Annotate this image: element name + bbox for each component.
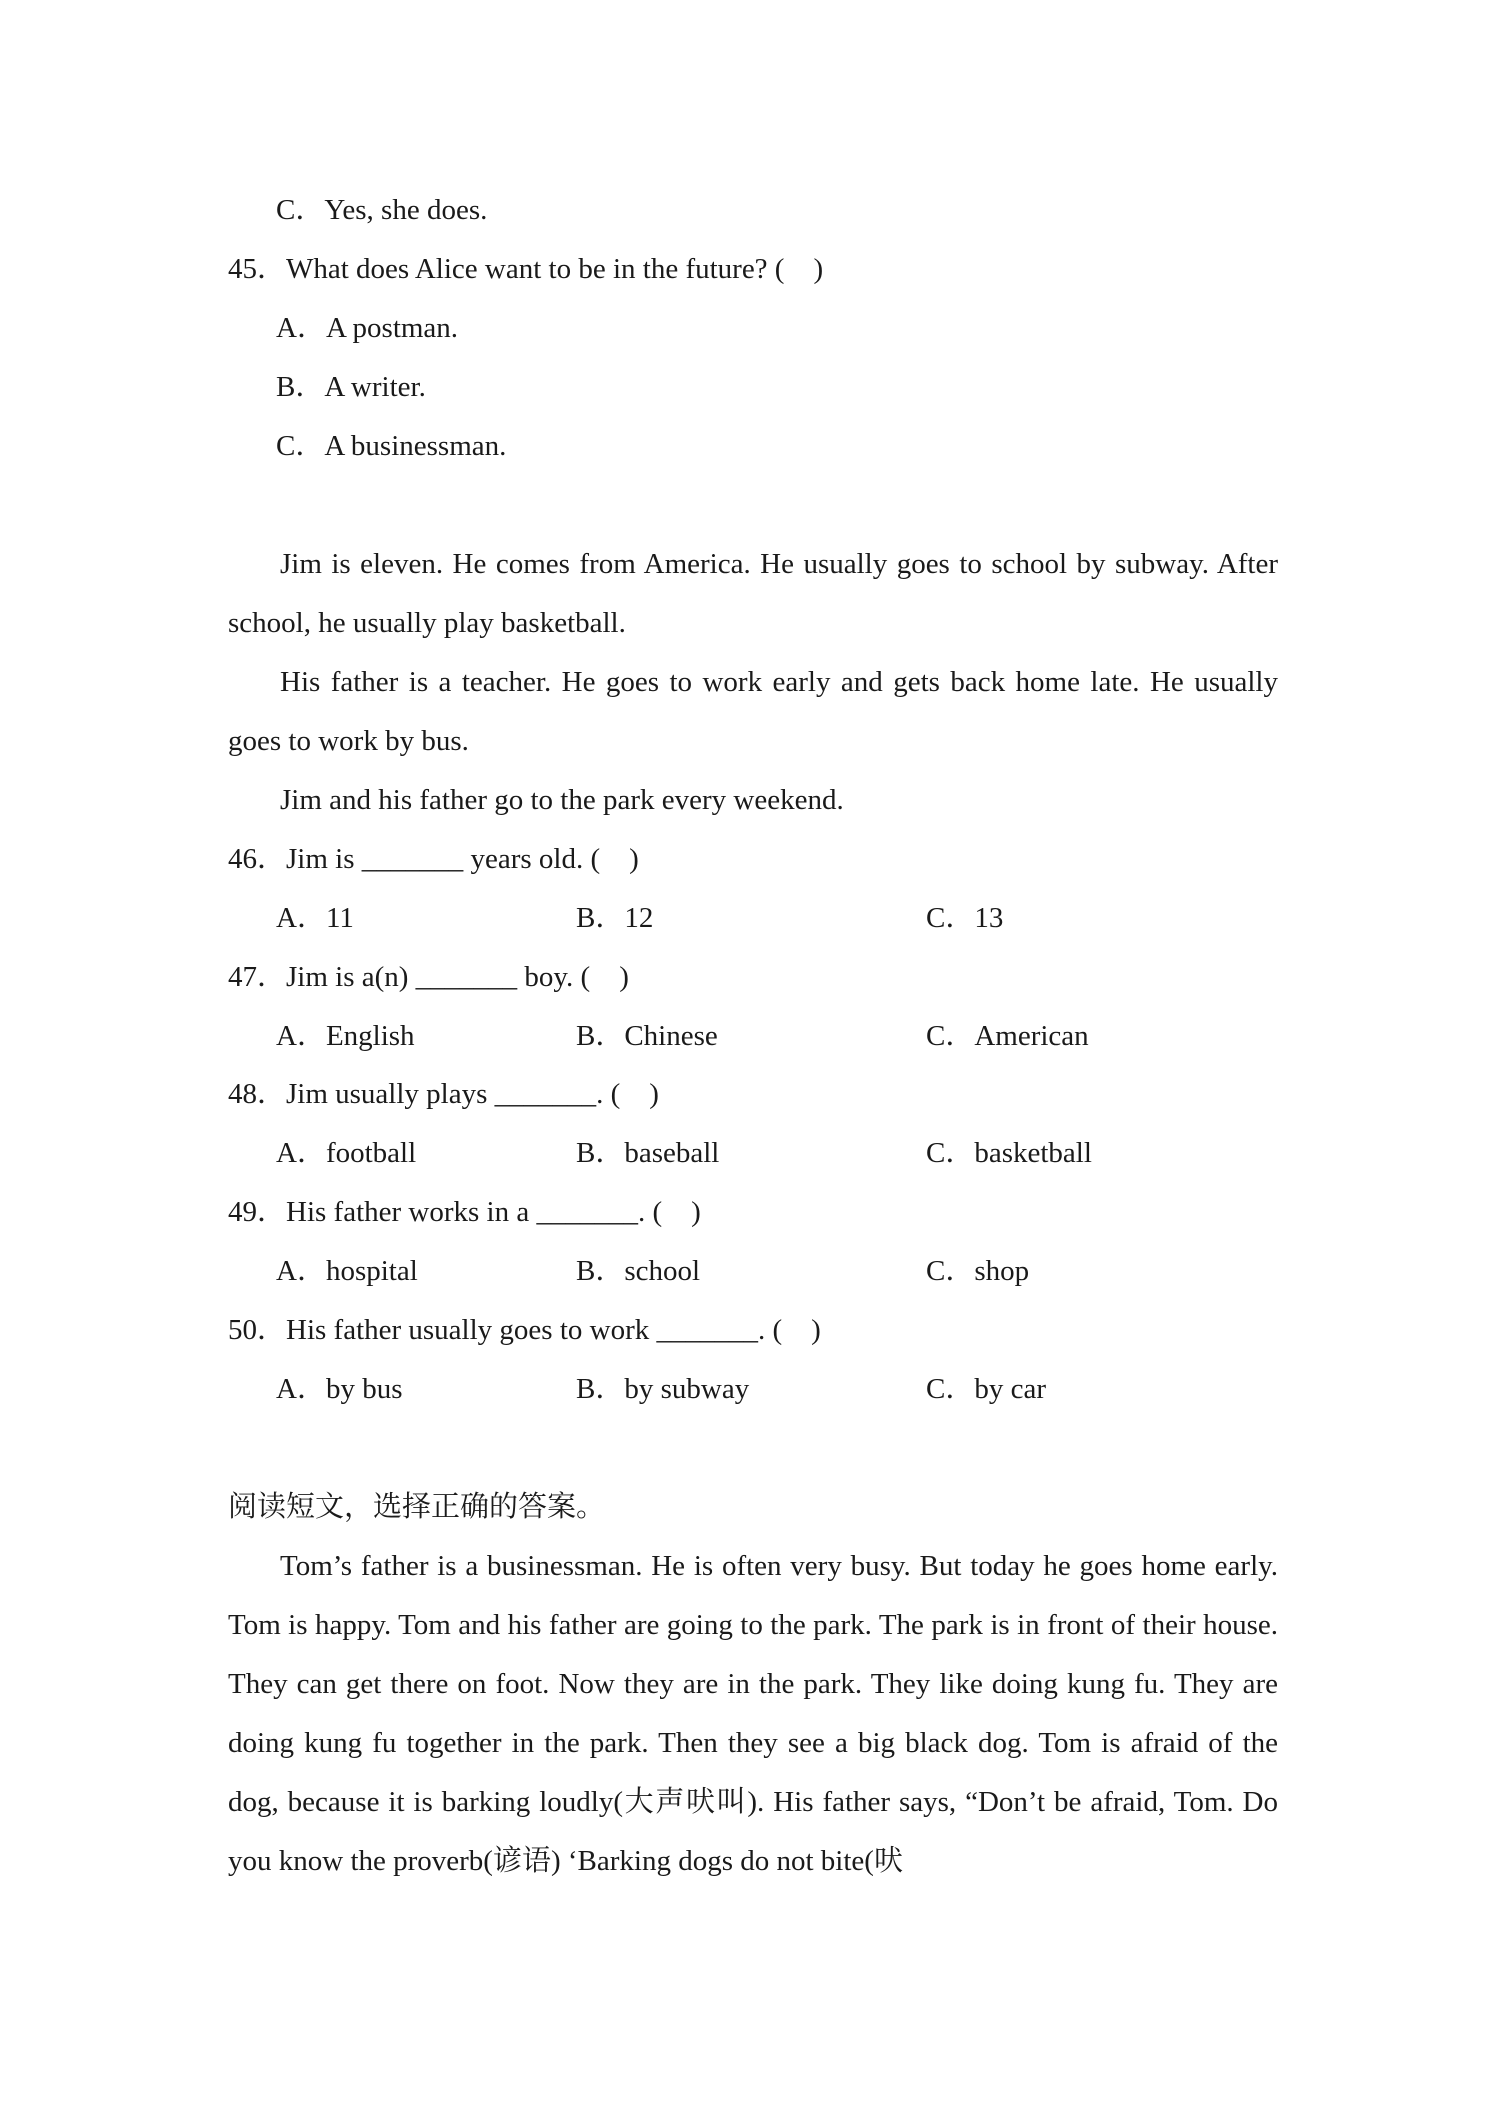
q47-question: 47．Jim is a(n) _______ boy. ( )	[228, 961, 629, 993]
q50-option-b: B．by subway	[576, 1373, 750, 1405]
q48-question: 48．Jim usually plays _______. ( )	[228, 1078, 659, 1110]
passage1-paragraph-1: Jim is eleven. He comes from America. He usually goes to school by subway. After school, he usually play basketball.	[228, 548, 1278, 639]
q46-question: 46．Jim is _______ years old. ( )	[228, 843, 639, 875]
passage1-paragraph-2: His father is a teacher. He goes to work early and gets back home late. He usually goes to work by bus.	[228, 666, 1278, 757]
q46-option-c: C．13	[926, 902, 1004, 934]
q48-option-a: A．football	[276, 1137, 417, 1169]
q46-option-a: A．11	[276, 902, 354, 934]
q44-option-c: C．Yes, she does.	[276, 194, 488, 226]
q49-question: 49．His father works in a _______. ( )	[228, 1196, 701, 1228]
q50-question: 50．His father usually goes to work _______. ( )	[228, 1314, 821, 1346]
section2-paragraph: Tom’s father is a businessman. He is often very busy. But today he goes home early. Tom is happy. Tom and his father are going to the park. The park is in front of their house. They can get there on foot. Now they are in the park. They like doing kung fu. They are doing kung fu together in the park. Then they see a big black dog. Tom is afraid of the dog, because it is barking loudly(大声吠叫). His father says, “Don’t be afraid, Tom. Do you know the proverb(谚语) ‘Barking dogs do not bite(吠	[228, 1550, 1278, 1877]
passage1-paragraph-3: Jim and his father go to the park every weekend.	[280, 784, 844, 816]
q48-option-b: B．baseball	[576, 1137, 720, 1169]
q47-option-c: C．American	[926, 1020, 1089, 1052]
q49-option-a: A．hospital	[276, 1255, 418, 1287]
q46-option-b: B．12	[576, 902, 654, 934]
q47-option-a: A．English	[276, 1020, 415, 1052]
q47-option-b: B．Chinese	[576, 1020, 718, 1052]
q50-option-c: C．by car	[926, 1373, 1046, 1405]
q45-question: 45．What does Alice want to be in the future? ( )	[228, 253, 824, 285]
q49-option-b: B．school	[576, 1255, 701, 1287]
q45-option-a: A．A postman.	[276, 312, 459, 344]
section2-instruction: 阅读短文，选择正确的答案。	[228, 1491, 606, 1523]
q50-option-a: A．by bus	[276, 1373, 403, 1405]
q49-option-c: C．shop	[926, 1255, 1030, 1287]
q45-option-b: B．A writer.	[276, 371, 426, 403]
q45-option-c: C．A businessman.	[276, 430, 507, 462]
q48-option-c: C．basketball	[926, 1137, 1092, 1169]
